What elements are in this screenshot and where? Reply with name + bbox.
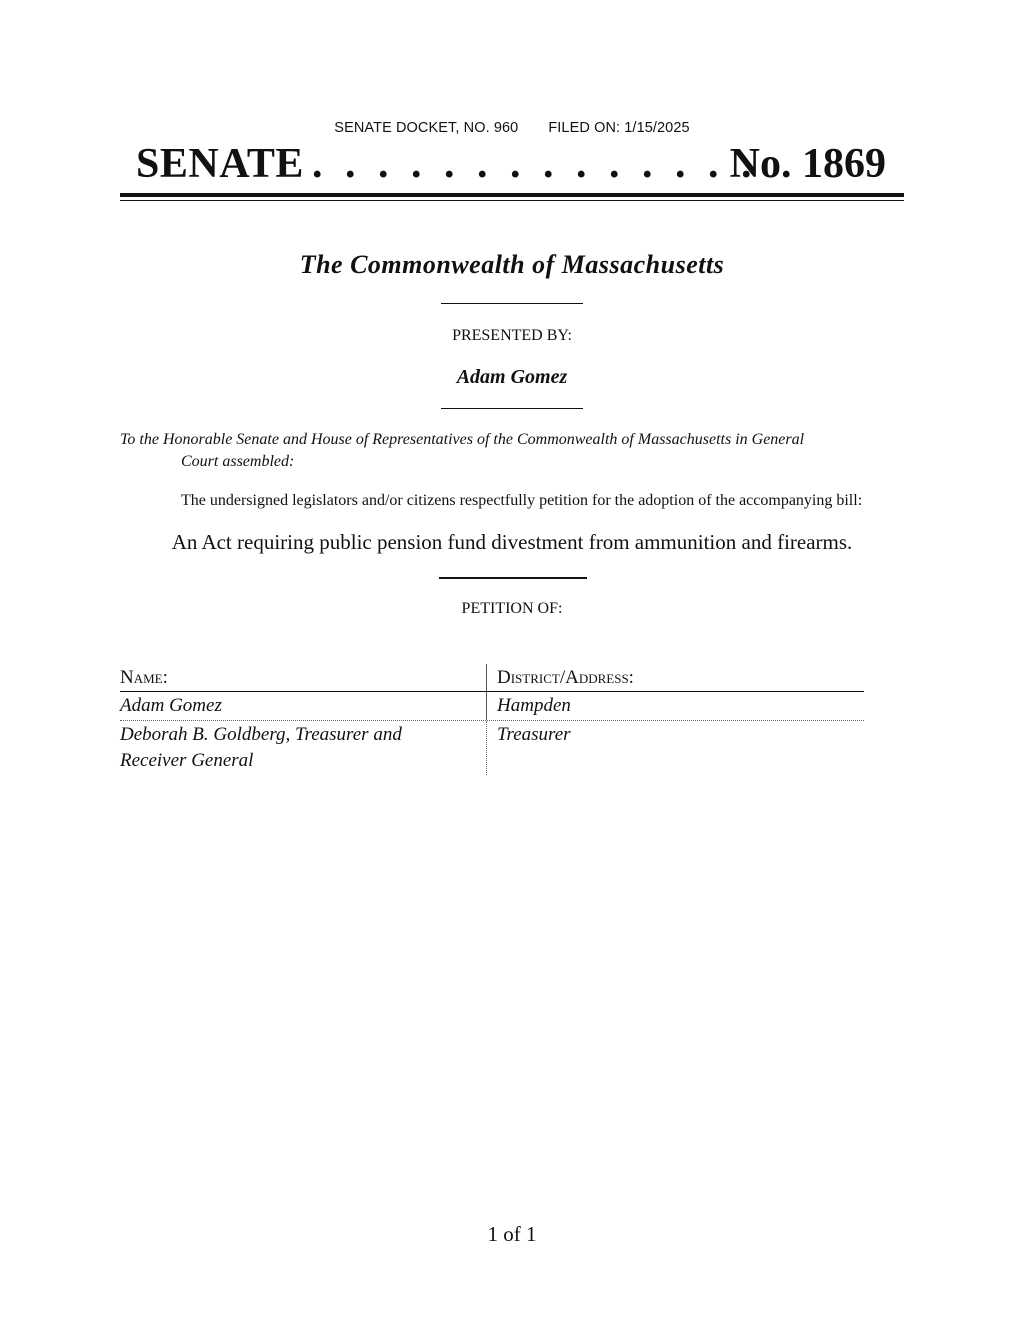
petition-statement: The undersigned legislators and/or citizens respectfully petition for the adoption of the accompanying bill: bbox=[181, 492, 863, 509]
petitioner-district: Hampden bbox=[486, 692, 864, 720]
header-rule-thin bbox=[120, 200, 904, 201]
table-row bbox=[120, 692, 864, 721]
commonwealth-title: The Commonwealth of Massachusetts bbox=[299, 250, 725, 279]
docket-line bbox=[0, 120, 1024, 136]
table-header bbox=[120, 664, 864, 692]
page-number: 1 of 1 bbox=[487, 1222, 537, 1246]
petitioners-table bbox=[120, 664, 864, 775]
chamber-name: SENATE bbox=[136, 141, 304, 187]
district-column-header: District/Address: bbox=[486, 664, 864, 691]
header-rule-thick bbox=[120, 193, 904, 197]
petitioner-name bbox=[120, 721, 486, 775]
petition-of-label: PETITION OF: bbox=[461, 600, 563, 617]
name-column-header: Name: bbox=[120, 667, 168, 688]
address-line-1: To the Honorable Senate and House of Representatives of the Commonwealth of Massachusetts in General bbox=[120, 431, 805, 448]
petitioner-name-line: Deborah B. Goldberg, Treasurer and bbox=[120, 724, 402, 745]
act-title: An Act requiring public pension fund divestment from ammunition and firearms. bbox=[171, 530, 853, 554]
docket-number: SENATE DOCKET, NO. 960 bbox=[334, 120, 519, 136]
bill-number: No. 1869 bbox=[729, 141, 886, 187]
act-divider bbox=[439, 577, 587, 579]
title-divider bbox=[441, 303, 583, 304]
petitioner-name-line: Receiver General bbox=[120, 750, 254, 771]
presented-by-label: PRESENTED BY: bbox=[452, 327, 572, 344]
presenter-divider bbox=[441, 408, 583, 409]
petitioner-name-line: Adam Gomez bbox=[120, 695, 222, 716]
presenter-name: Adam Gomez bbox=[456, 366, 568, 388]
petitioner-district: Treasurer bbox=[486, 721, 864, 775]
filed-date: FILED ON: 1/15/2025 bbox=[548, 120, 690, 136]
leader-dots: . . . . . . . . . . . . . . bbox=[312, 141, 758, 187]
petitioner-name bbox=[120, 692, 486, 720]
address-line-2: Court assembled: bbox=[181, 453, 295, 470]
table-row bbox=[120, 721, 864, 775]
